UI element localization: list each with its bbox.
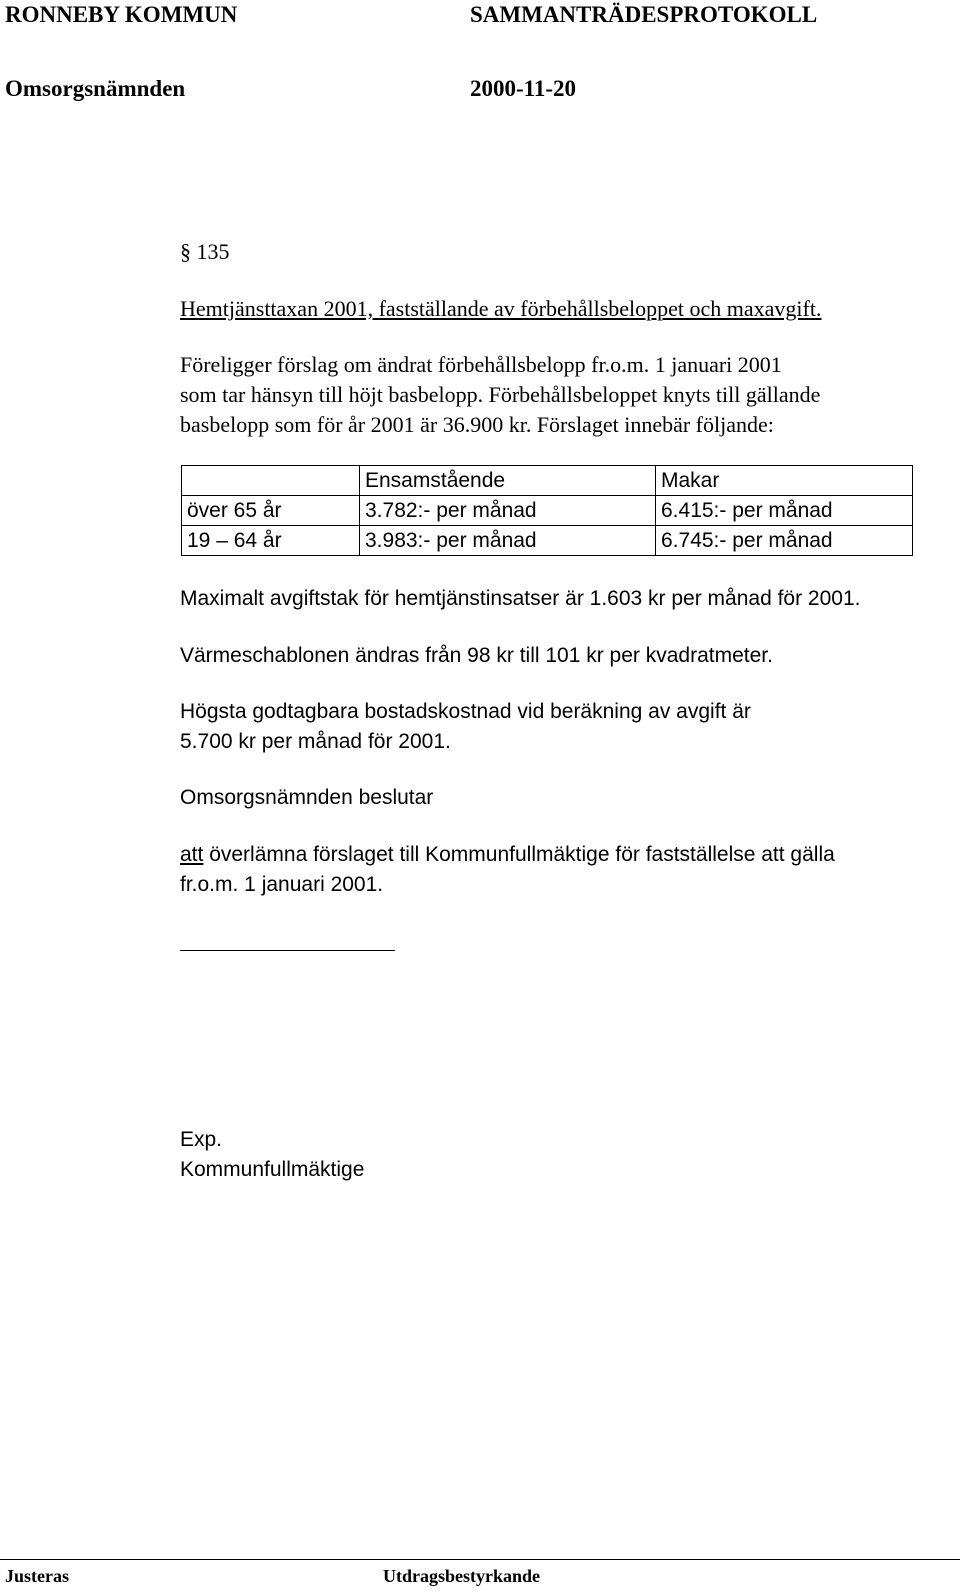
section-title: Hemtjänsttaxan 2001, fastställande av förbehållsbeloppet och maxavgift. <box>180 296 822 321</box>
committee-name: Omsorgsnämnden <box>5 76 186 101</box>
decision-heading: Omsorgsnämnden beslutar <box>180 786 434 809</box>
table-cell: 3.983:- per månad <box>360 526 656 556</box>
meeting-date: 2000-11-20 <box>470 76 577 101</box>
document-type: SAMMANTRÄDESPROTOKOLL <box>470 2 818 27</box>
heating-paragraph: Värmeschablonen ändras från 98 kr till 101 kr per kvadratmeter. <box>180 644 773 667</box>
housing-line-2: 5.700 kr per månad för 2001. <box>180 730 451 753</box>
table-header-cell <box>182 466 360 496</box>
max-fee-paragraph: Maximalt avgiftstak för hemtjänstinsatser är 1.603 kr per månad för 2001. <box>180 587 861 610</box>
separator-line <box>180 950 395 951</box>
decision-text: överlämna förslaget till Kommunfullmäktige för fastställelse att gälla <box>203 843 835 866</box>
table-row <box>182 526 913 556</box>
footer-justeras: Justeras <box>5 1566 69 1586</box>
intro-line-2: som tar hänsyn till höjt basbelopp. Förbehållsbeloppet knyts till gällande <box>180 382 821 407</box>
table-header-row <box>182 466 913 496</box>
section-heading <box>180 237 230 267</box>
fee-table <box>181 465 913 556</box>
municipality-name: RONNEBY KOMMUN <box>5 2 238 27</box>
table-cell: 6.745:- per månad <box>656 526 913 556</box>
table-cell: över 65 år <box>182 496 360 526</box>
section-number: 135 <box>196 239 230 264</box>
expedition-label: Exp. <box>180 1128 223 1151</box>
footer-utdragsbestyrkande: Utdragsbestyrkande <box>383 1566 541 1586</box>
att-word: att <box>180 843 204 866</box>
intro-line-3: basbelopp som för år 2001 är 36.900 kr. Förslaget innebär följande: <box>180 412 774 437</box>
table-cell: 3.782:- per månad <box>360 496 656 526</box>
table-header-cell: Ensamstående <box>360 466 656 496</box>
expedition-recipient: Kommunfullmäktige <box>180 1158 365 1181</box>
decision-line-2: fr.o.m. 1 januari 2001. <box>180 873 384 896</box>
housing-line-1: Högsta godtagbara bostadskostnad vid beräkning av avgift är <box>180 700 751 723</box>
table-header-cell: Makar <box>656 466 913 496</box>
section-symbol: § <box>180 239 191 264</box>
footer-rule <box>0 1559 960 1560</box>
table-row <box>182 496 913 526</box>
table-cell: 19 – 64 år <box>182 526 360 556</box>
intro-line-1: Föreligger förslag om ändrat förbehållsbelopp fr.o.m. 1 januari 2001 <box>180 352 782 377</box>
decision-line-1 <box>180 840 835 870</box>
table-cell: 6.415:- per månad <box>656 496 913 526</box>
